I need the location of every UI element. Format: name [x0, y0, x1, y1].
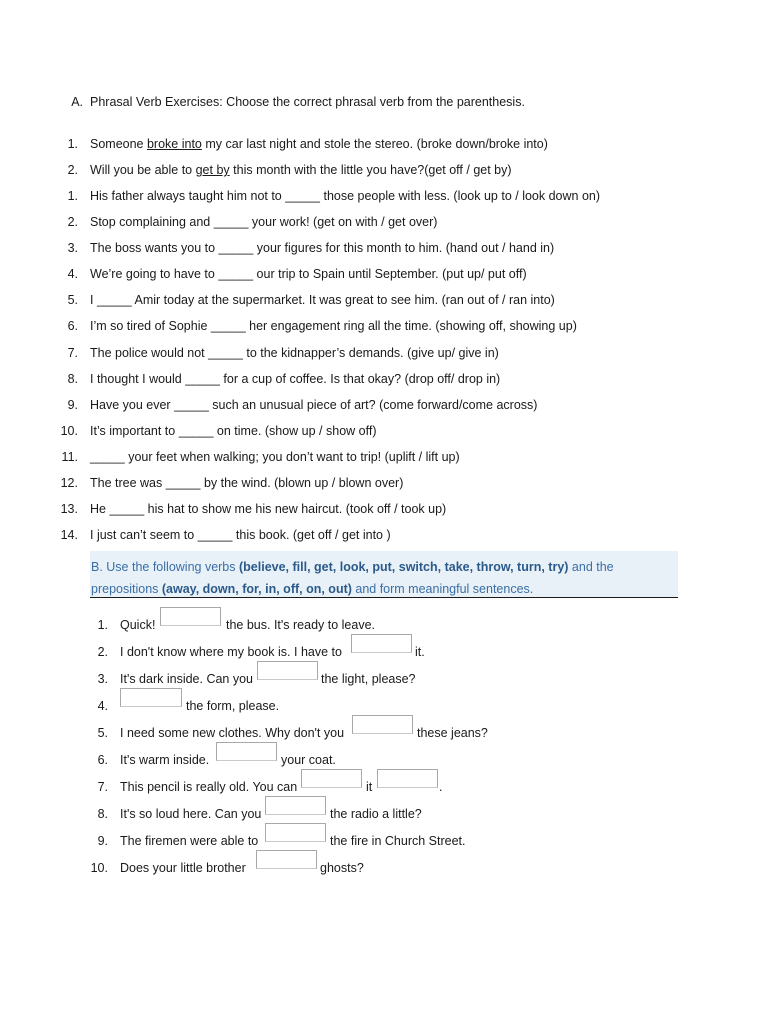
item-text: ghosts?: [320, 861, 364, 875]
item-number: 8.: [67, 372, 78, 386]
section-a-title: Phrasal Verb Exercises: Choose the correct phrasal verb from the parenthesis.: [90, 95, 525, 109]
answer-field[interactable]: [160, 607, 221, 626]
item-number: 4.: [97, 699, 108, 713]
item-text-pre: Someone: [90, 137, 147, 151]
item-text: It's so loud here. Can you: [120, 807, 262, 821]
item-text: It's warm inside.: [120, 753, 210, 767]
item-number: 5.: [67, 293, 78, 307]
section-b-line-1: B. Use the following verbs (believe, fill, get, look, put, switch, take, throw, turn, try) and the: [91, 560, 614, 574]
verbs-list: (believe, fill, get, look, put, switch, take, throw, turn, try): [239, 560, 569, 574]
item-number: 14.: [60, 528, 78, 542]
answer-field[interactable]: [120, 688, 182, 707]
item-text: Does your little brother: [120, 861, 246, 875]
answer-field[interactable]: [265, 796, 326, 815]
item-text: the radio a little?: [330, 807, 422, 821]
item-number: 11.: [61, 450, 78, 464]
item-number: 3.: [97, 672, 108, 686]
item-number: 3.: [67, 241, 78, 255]
item-text: Quick!: [120, 618, 156, 632]
item-text: I just can’t seem to _____ this book. (get off / get into ): [90, 528, 391, 542]
item-text: This pencil is really old. You can: [120, 780, 298, 794]
section-a-letter: A.: [71, 95, 83, 109]
item-text: His father always taught him not to _____ those people with less. (look up to / look down on): [90, 189, 601, 203]
item-text: It’s important to _____ on time. (show up / show off): [90, 424, 377, 438]
item-number: 12.: [60, 476, 78, 490]
answer-field[interactable]: [351, 634, 412, 653]
item-number: 10.: [90, 861, 108, 875]
item-number: 1.: [67, 189, 78, 203]
item-text: [90, 136, 548, 152]
section-b-instructions: [90, 551, 678, 598]
item-number: 2.: [97, 645, 108, 659]
item-text: it: [366, 780, 373, 794]
item-text: Have you ever _____ such an unusual piece of art? (come forward/come across): [90, 398, 538, 412]
item-number: 7.: [67, 346, 78, 360]
item-text: the fire in Church Street.: [330, 834, 466, 848]
answer-field[interactable]: [301, 769, 362, 788]
item-number: 8.: [97, 807, 108, 821]
item-text: your coat.: [281, 753, 336, 767]
item-text-pre: Will you be able to: [90, 163, 196, 177]
item-text: The tree was _____ by the wind. (blown up / blown over): [90, 476, 404, 490]
answer-field[interactable]: [377, 769, 438, 788]
item-text: the bus. It's ready to leave.: [226, 618, 375, 632]
answer-field[interactable]: [256, 850, 317, 869]
item-number: 4.: [67, 267, 78, 281]
item-text-post: my car last night and stole the stereo. (broke down/broke into): [201, 137, 548, 151]
item-number: 6.: [97, 753, 108, 767]
answer-field[interactable]: [352, 715, 413, 734]
item-number: 2.: [67, 215, 78, 229]
item-text: I don't know where my book is. I have to: [120, 645, 342, 659]
item-text: The firemen were able to: [120, 834, 259, 848]
item-text: _____ your feet when walking; you don’t want to trip! (uplift / lift up): [90, 450, 460, 464]
item-text: It's dark inside. Can you: [120, 672, 254, 686]
item-number: 7.: [97, 780, 108, 794]
item-number: 13.: [60, 502, 78, 516]
item-text: I’m so tired of Sophie _____ her engagement ring all the time. (showing off, showing up): [90, 319, 577, 333]
item-number: 2.: [67, 163, 78, 177]
answer-field[interactable]: [265, 823, 326, 842]
item-example-answer: broke into: [146, 137, 202, 151]
item-text: Stop complaining and _____ your work! (get on with / get over): [90, 215, 438, 229]
prepositions-list: (away, down, for, in, off, on, out): [161, 582, 352, 596]
item-number: 6.: [67, 319, 78, 333]
answer-field[interactable]: [216, 742, 277, 761]
item-example-answer: get by: [195, 163, 230, 177]
item-text: I need some new clothes. Why don't you: [120, 726, 345, 740]
item-number: 1.: [67, 137, 78, 151]
item-number: 9.: [67, 398, 78, 412]
item-text: .: [439, 780, 443, 794]
item-number: 1.: [97, 618, 108, 632]
item-text: the light, please?: [321, 672, 416, 686]
answer-field[interactable]: [257, 661, 318, 680]
item-number: 9.: [97, 834, 108, 848]
item-text: it.: [415, 645, 425, 659]
item-text: The boss wants you to _____ your figures for this month to him. (hand out / hand in): [90, 241, 555, 255]
item-text: We’re going to have to _____ our trip to Spain until September. (put up/ put off): [90, 267, 527, 281]
item-text: He _____ his hat to show me his new haircut. (took off / took up): [90, 502, 447, 516]
item-text: The police would not _____ to the kidnapper’s demands. (give up/ give in): [90, 346, 499, 360]
item-text: I _____ Amir today at the supermarket. It was great to see him. (ran out of / ran into): [90, 293, 555, 307]
item-text-post: this month with the little you have?(get off / get by): [229, 163, 512, 177]
item-text: [90, 162, 512, 178]
item-text: the form, please.: [186, 699, 280, 713]
section-b-line-2: prepositions (away, down, for, in, off, on, out) and form meaningful sentences.: [91, 582, 534, 596]
item-text: these jeans?: [417, 726, 488, 740]
item-number: 10.: [60, 424, 78, 438]
item-number: 5.: [97, 726, 108, 740]
item-text: I thought I would _____ for a cup of coffee. Is that okay? (drop off/ drop in): [90, 372, 501, 386]
